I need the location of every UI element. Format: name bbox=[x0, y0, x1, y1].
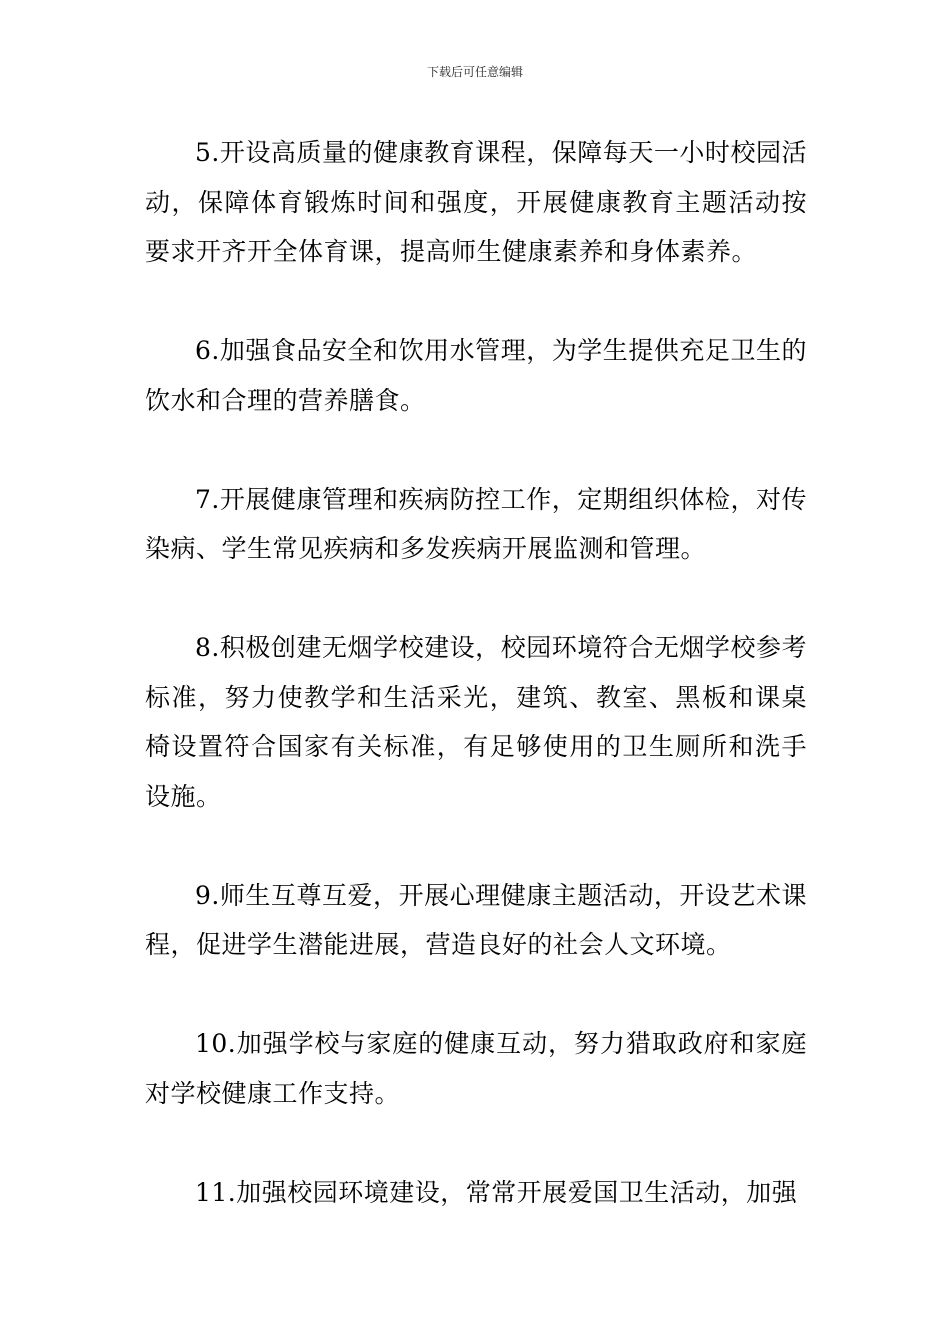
paragraph-item-10: 10.加强学校与家庭的健康互动，努力猎取政府和家庭对学校健康工作支持。 bbox=[145, 1029, 807, 1108]
paragraph-item-5: 5.开设高质量的健康教育课程，保障每天一小时校园活动，保障体育锻炼时间和强度，开展健康教育主题活动按要求开齐开全体育课，提高师生健康素养和身体素养。 bbox=[145, 138, 807, 266]
document-body bbox=[145, 128, 807, 1217]
paragraph-item-6: 6.加强食品安全和饮用水管理，为学生提供充足卫生的饮水和合理的营养膳食。 bbox=[145, 336, 807, 415]
page-header: 下载后可任意编辑 bbox=[426, 65, 523, 79]
paragraph-item-7: 7.开展健康管理和疾病防控工作，定期组织体检，对传染病、学生常见疾病和多发疾病开展监测和管理。 bbox=[145, 484, 807, 563]
paragraph-item-11: 11.加强校园环境建设，常常开展爱国卫生活动，加强 bbox=[195, 1177, 798, 1207]
paragraph-item-8: 8.积极创建无烟学校建设，校园环境符合无烟学校参考标准，努力使教学和生活采光，建筑、教室、黑板和课桌椅设置符合国家有关标准，有足够使用的卫生厕所和洗手设施。 bbox=[145, 633, 807, 811]
paragraph-item-9: 9.师生互尊互爱，开展心理健康主题活动，开设艺术课程，促进学生潜能进展，营造良好的社会人文环境。 bbox=[145, 880, 807, 959]
